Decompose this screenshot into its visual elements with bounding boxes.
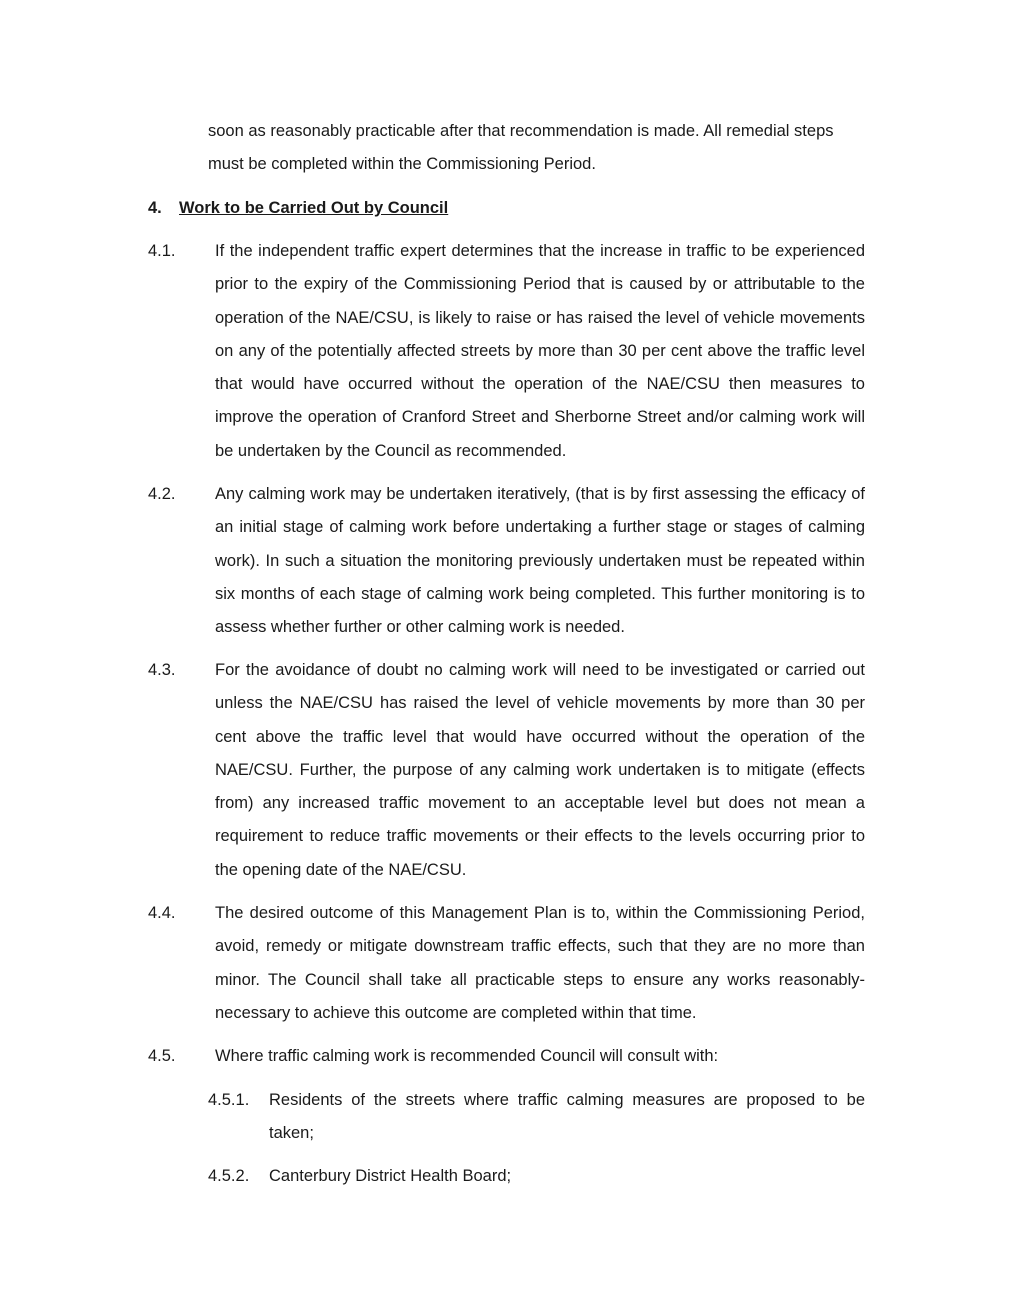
lead-paragraph: soon as reasonably practicable after that recommendation is made. All remedial steps must be completed within the Commissioning Period.: [208, 122, 834, 174]
subclause-4-5-2: [208, 1160, 865, 1193]
clause-text: For the avoidance of doubt no calming work will need to be investigated or carried out unless the NAE/CSU has raised the level of vehicle movements by more than 30 per cent above the traffic level that would have occurred without the operation of the NAE/CSU. Further, the purpose of any calming work undertaken is to mitigate (effects from) any increased traffic movement to an acceptable level but does not mean a requirement to reduce traffic movements or their effects to the levels occurring prior to the opening date of the NAE/CSU.: [215, 661, 865, 879]
clause-text: Any calming work may be undertaken iteratively, (that is by first assessing the efficacy of an initial stage of calming work before undertaking a further stage or stages of calming work). In such a situation the monitoring previously undertaken must be repeated within six months of each stage of calming work being completed. This further monitoring is to assess whether further or other calming work is needed.: [215, 485, 865, 637]
clause-4-1: [148, 235, 865, 468]
clause-number: 4.1.: [148, 242, 176, 260]
subclause-text: Residents of the streets where traffic calming measures are proposed to be taken;: [269, 1091, 865, 1143]
clause-number: 4.5.: [148, 1047, 176, 1065]
subclause-4-5-1: [208, 1084, 865, 1151]
clause-text: Where traffic calming work is recommended Council will consult with:: [215, 1047, 719, 1065]
clause-number: 4.3.: [148, 661, 176, 679]
clause-text: The desired outcome of this Management Plan is to, within the Commissioning Period, avoid, remedy or mitigate downstream traffic effects, such that they are no more than minor. The Council shall take all practicable steps to ensure any works reasonably-necessary to achieve this outcome are completed within that time.: [215, 904, 865, 1022]
clause-4-2: [148, 478, 865, 644]
clause-number: 4.4.: [148, 904, 176, 922]
clause-number: 4.2.: [148, 485, 176, 503]
clause-4-5: [148, 1040, 865, 1073]
section-heading: [148, 192, 448, 225]
clause-4-4: [148, 897, 865, 1030]
subclause-text: Canterbury District Health Board;: [269, 1167, 512, 1185]
subclause-number: 4.5.1.: [208, 1091, 250, 1109]
section-title: Work to be Carried Out by Council: [179, 199, 449, 217]
subclause-number: 4.5.2.: [208, 1167, 250, 1185]
clause-text: If the independent traffic expert determines that the increase in traffic to be experienced prior to the expiry of the Commissioning Period that is caused by or attributable to the operation of the NAE/CSU, is likely to raise or has raised the level of vehicle movements on any of the potentially affected streets by more than 30 per cent above the traffic level that would have occurred without the operation of the NAE/CSU then measures to improve the operation of Cranford Street and Sherborne Street and/or calming work will be undertaken by the Council as recommended.: [215, 242, 865, 460]
section-number: 4.: [148, 199, 162, 217]
clause-4-3: [148, 654, 865, 887]
